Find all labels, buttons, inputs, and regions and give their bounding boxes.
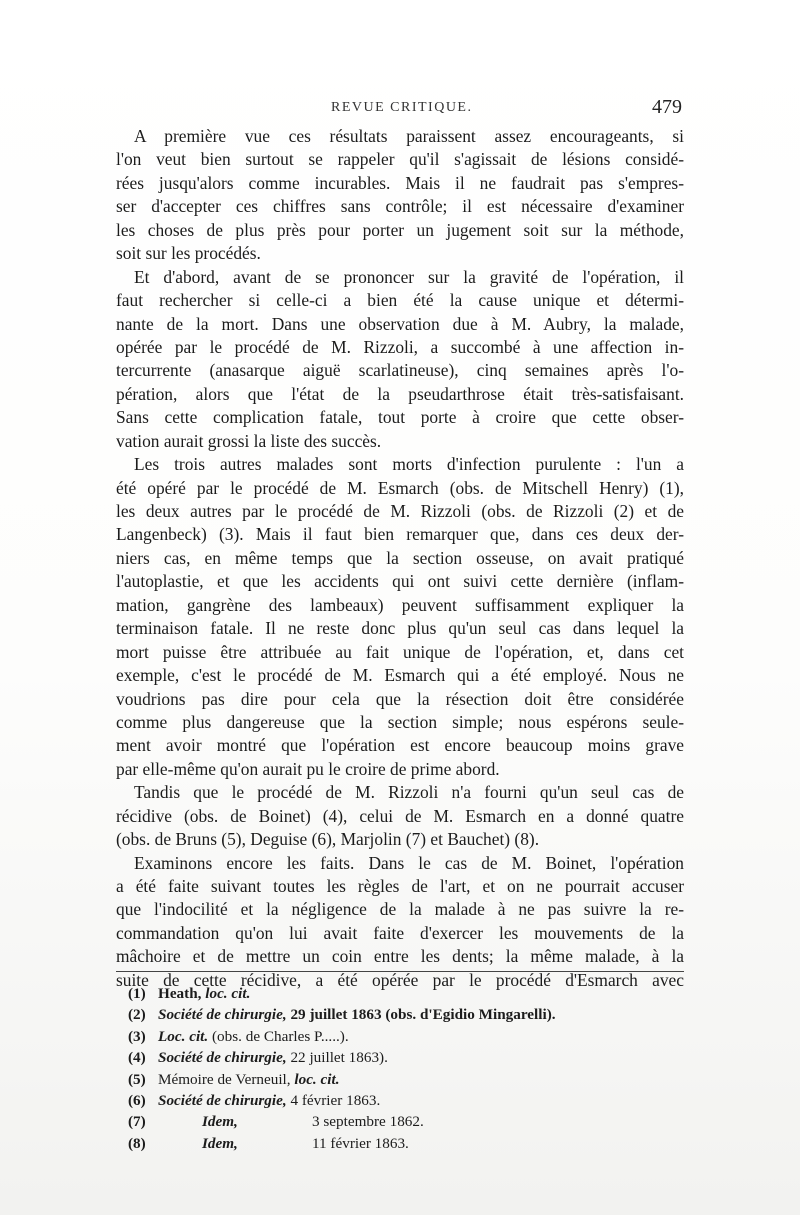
footnote-text: Mémoire de Verneuil, <box>158 1070 295 1088</box>
footnote-number: (5) <box>128 1070 146 1088</box>
footnote-number: (7) <box>128 1113 146 1131</box>
footnote <box>128 983 648 1004</box>
footnote <box>128 1090 648 1111</box>
text-line: mort puisse être attribuée au fait unique de l'opération, et, dans cet <box>116 641 684 662</box>
text-line: opérée par le procédé de M. Rizzoli, a succombé à une affection in- <box>116 336 684 357</box>
text-line: comme plus dangereuse que la section simple; nous espérons seule- <box>116 711 684 732</box>
footnotes <box>128 983 648 1154</box>
footnote-italic: Société de chirurgie, <box>158 1006 287 1024</box>
footnote-divider <box>116 971 684 972</box>
footnote-text: 4 février 1863. <box>286 1091 381 1109</box>
footnote-italic: Idem, <box>202 1113 238 1131</box>
text-line: voudrions pas dire pour cela que la résection doit être considérée <box>116 688 684 709</box>
footnote <box>128 1111 648 1132</box>
footnote-number: (4) <box>128 1049 146 1067</box>
text-line: l'autoplastie, et que les accidents qui ont suivi cette dernière (inflam- <box>116 571 684 592</box>
text-line: mâchoire et de mettre un coin entre les dents; la même malade, à la <box>116 946 684 967</box>
footnote-italic: loc. cit. <box>205 985 251 1002</box>
footnote-text: 3 septembre 1862. <box>312 1113 424 1131</box>
footnote <box>128 1047 648 1068</box>
text-line: commandation qu'on lui avait faite d'exercer les mouvements de la <box>116 922 684 943</box>
footnote-number: (2) <box>128 1006 146 1024</box>
text-line: exemple, c'est le procédé de M. Esmarch qui a été employé. Nous ne <box>116 665 684 686</box>
text-line: tercurrente (anasarque aiguë scarlatineuse), cinq semaines après l'o- <box>116 360 684 381</box>
footnote-italic: Idem, <box>202 1134 238 1152</box>
text-line: l'on veut bien surtout se rappeler qu'il s'agissait de lésions considé- <box>116 149 684 170</box>
text-line: Sans cette complication fatale, tout porte à croire que cette obser- <box>116 407 684 428</box>
footnote-number: (3) <box>128 1027 146 1045</box>
text-line: Les trois autres malades sont morts d'infection purulente : l'un a <box>134 454 684 475</box>
footnote-italic: Société de chirurgie, <box>158 1091 287 1109</box>
footnote <box>128 1069 648 1090</box>
page-header <box>116 96 684 122</box>
text-line: les choses de plus près pour porter un jugement soit sur la méthode, <box>116 219 684 240</box>
footnote-italic: Société de chirurgie, <box>158 1049 287 1067</box>
footnote <box>128 1026 648 1047</box>
text-line: terminaison fatale. Il ne reste donc plus qu'un seul cas dans lequel la <box>116 618 684 639</box>
text-line: mation, gangrène des lambeaux) peuvent suffisamment expliquer la <box>116 594 684 615</box>
text-line: a été faite suivant toutes les règles de l'art, et on ne pourrait accuser <box>116 876 684 896</box>
text-line: les deux autres par le procédé de M. Rizzoli (obs. de Rizzoli (2) et de <box>116 501 684 521</box>
text-line: vation aurait grossi la liste des succès. <box>116 430 382 451</box>
running-title: REVUE CRITIQUE. <box>331 100 473 115</box>
footnote-number: (6) <box>128 1091 146 1109</box>
text-line: pération, alors que l'état de la pseudarthrose était très-satisfaisant. <box>116 383 684 404</box>
footnote-number: (8) <box>128 1134 146 1152</box>
text-line: rées jusqu'alors comme incurables. Mais il ne faudrait pas s'empres- <box>116 172 684 193</box>
body-text <box>116 125 684 992</box>
text-line: Et d'abord, avant de se prononcer sur la gravité de l'opération, il <box>134 266 684 287</box>
footnote-text: 29 juillet 1863 (obs. d'Egidio Mingarelli). <box>286 1006 556 1024</box>
text-line: niers cas, en même temps que la section osseuse, on avait pratiqué <box>116 547 684 568</box>
footnote-italic: Loc. cit. <box>158 1027 209 1045</box>
footnote-text: 22 juillet 1863). <box>286 1049 388 1067</box>
text-line: soit sur les procédés. <box>116 243 261 264</box>
text-line: ment avoir montré que l'opération est encore beaucoup moins grave <box>116 735 684 756</box>
footnote <box>128 1133 648 1154</box>
text-line: que l'indocilité et la négligence de la malade à ne pas suivre la re- <box>116 899 684 920</box>
footnote-text: 11 février 1863. <box>312 1134 409 1152</box>
text-line: récidive (obs. de Boinet) (4), celui de M. Esmarch en a donné quatre <box>116 805 684 826</box>
text-line: A première vue ces résultats paraissent assez encourageants, si <box>134 126 684 146</box>
page-number: 479 <box>652 96 682 118</box>
footnote-text: Heath, <box>158 985 206 1002</box>
footnote-italic: loc. cit. <box>294 1070 340 1088</box>
text-line: Langenbeck) (3). Mais il faut bien remarquer que, dans ces deux der- <box>116 524 684 545</box>
footnote <box>128 1004 648 1025</box>
text-line: suite de cette récidive, a été opérée par le procédé d'Esmarch avec <box>116 969 684 990</box>
text-line: Examinons encore les faits. Dans le cas de M. Boinet, l'opération <box>134 852 684 873</box>
text-line: (obs. de Bruns (5), Deguise (6), Marjolin (7) et Bauchet) (8). <box>116 829 540 850</box>
text-line: par elle-même qu'on aurait pu le croire de prime abord. <box>116 758 500 779</box>
text-line: Tandis que le procédé de M. Rizzoli n'a fourni qu'un seul cas de <box>134 782 684 803</box>
text-line: faut rechercher si celle-ci a bien été la cause unique et détermi- <box>116 290 684 311</box>
text-line: nante de la mort. Dans une observation due à M. Aubry, la malade, <box>116 313 684 334</box>
text-line: été opéré par le procédé de M. Esmarch (obs. de Mitschell Henry) (1), <box>116 477 684 498</box>
footnote-text: (obs. de Charles P.....). <box>208 1027 349 1045</box>
footnote-number: (1) <box>128 985 146 1002</box>
text-line: ser d'accepter ces chiffres sans contrôle; il est nécessaire d'examiner <box>116 196 684 217</box>
